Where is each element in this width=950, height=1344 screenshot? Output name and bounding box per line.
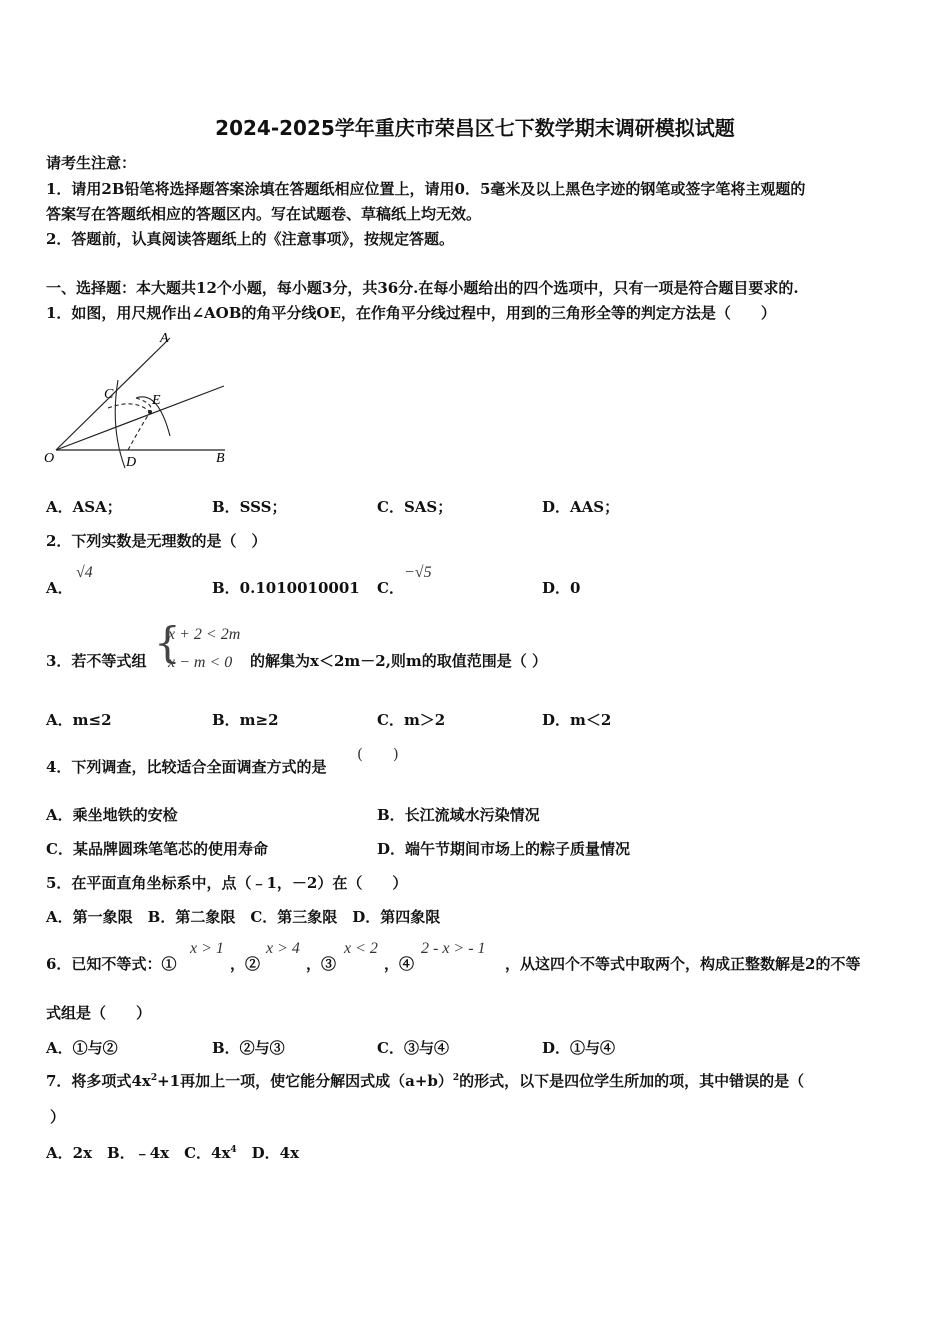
notice-line-2: 2．答题前，认真阅读答题纸上的《注意事项》，按规定答题。	[46, 230, 454, 248]
q2-option-c-math: −√5	[404, 564, 432, 581]
q5-options[interactable]: A．第一象限 B．第二象限 C．第三象限 D．第四象限	[46, 908, 441, 926]
q6-option-c[interactable]: C．③与④	[377, 1039, 449, 1057]
q6-sep-3: ，③	[306, 955, 337, 973]
label-e: E	[152, 393, 161, 408]
question-7-line-2: ）	[50, 1108, 66, 1126]
question-6-prefix: 6．已知不等式：①	[46, 955, 177, 973]
q6-inequality-4: 2 - x > - 1	[421, 940, 486, 957]
question-4-stem: 4．下列调查，比较适合全面调查方式的是	[46, 758, 327, 776]
q6-option-d[interactable]: D．①与④	[542, 1039, 616, 1057]
q6-option-b[interactable]: B．②与③	[212, 1039, 285, 1057]
q4-option-d[interactable]: D．端午节期间市场上的粽子质量情况	[377, 840, 631, 858]
q6-sep-4: ，④	[384, 955, 415, 973]
q7-options[interactable]: A．2x B．﹣4x C．$4x^4$ D．4x	[46, 1144, 300, 1162]
brace-icon: {	[154, 618, 181, 667]
q6-inequality-3: x < 2	[344, 940, 378, 957]
q2-option-b[interactable]: B．0.1010010001	[212, 579, 360, 597]
q3-system-line-1: x + 2 < 2m	[168, 626, 241, 643]
notice-heading: 请考生注意：	[46, 154, 137, 172]
question-6-line-2: 式组是（ ）	[46, 1004, 152, 1022]
q2-option-d[interactable]: D．0	[542, 579, 581, 597]
q3-option-d[interactable]: D．m＜2	[542, 711, 612, 729]
label-c: C	[104, 387, 114, 402]
q2-option-c[interactable]: C．	[377, 579, 404, 597]
q6-inequality-1: x > 1	[190, 940, 224, 957]
label-a: A	[160, 331, 169, 346]
q3-system-line-2: x − m < 0	[168, 654, 233, 671]
q1-option-d[interactable]: D．AAS；	[542, 498, 620, 516]
label-d: D	[126, 455, 137, 470]
q3-option-c[interactable]: C．m＞2	[377, 711, 446, 729]
q4-option-b[interactable]: B．长江流域水污染情况	[377, 806, 540, 824]
question-4-paren: ( )	[357, 745, 399, 763]
question-1-stem: 1．如图，用尺规作出∠AOB的角平分线OE，在作角平分线过程中，用到的三角形全等的判定方法是（ ）	[46, 304, 776, 322]
q4-option-c[interactable]: C．某品牌圆珠笔笔芯的使用寿命	[46, 840, 268, 858]
q6-sep-2: ，②	[230, 955, 261, 973]
angle-bisector-figure	[40, 328, 240, 478]
question-5-stem: 5．在平面直角坐标系中，点（﹣1，－2）在（ ）	[46, 874, 408, 892]
question-6-suffix: ，从这四个不等式中取两个，构成正整数解是2的不等	[505, 955, 861, 973]
page-title: 2024-2025学年重庆市荣昌区七下数学期末调研模拟试题	[215, 116, 735, 140]
label-b: B	[216, 451, 225, 466]
notice-line-1b: 答案写在答题纸相应的答题区内。写在试题卷、草稿纸上均无效。	[46, 205, 482, 223]
q2-option-a-math: √4	[76, 564, 93, 581]
question-7-stem: 7．将多项式$4x^2+1$再加上一项，使它能分解因式成$(a+b)^2$的形式，以下是四位学生所加的项，其中错误的是（	[46, 1072, 805, 1090]
q2-option-a[interactable]: A．	[46, 579, 73, 597]
question-3-suffix: 的解集为x＜2m－2,则m的取值范围是（ ）	[250, 652, 548, 670]
q6-option-a[interactable]: A．①与②	[46, 1039, 118, 1057]
q1-option-a[interactable]: A．ASA；	[46, 498, 122, 516]
q6-inequality-2: x > 4	[266, 940, 300, 957]
section-1-heading: 一、选择题：本大题共12个小题，每小题3分，共36分.在每小题给出的四个选项中，只有一项是符合题目要求的.	[46, 279, 799, 297]
q3-option-a[interactable]: A．m≤2	[46, 711, 112, 729]
q4-option-a[interactable]: A．乘坐地铁的安检	[46, 806, 178, 824]
question-2-stem: 2．下列实数是无理数的是（ ）	[46, 532, 267, 550]
q1-option-b[interactable]: B．SSS；	[212, 498, 287, 516]
q3-option-b[interactable]: B．m≥2	[212, 711, 279, 729]
notice-line-1: 1．请用2B铅笔将选择题答案涂填在答题纸相应位置上，请用0．5毫米及以上黑色字迹的钢笔或签字笔将主观题的	[46, 180, 806, 198]
q1-option-c[interactable]: C．SAS；	[377, 498, 453, 516]
label-o: O	[44, 451, 55, 466]
question-3-prefix: 3．若不等式组	[46, 652, 147, 670]
